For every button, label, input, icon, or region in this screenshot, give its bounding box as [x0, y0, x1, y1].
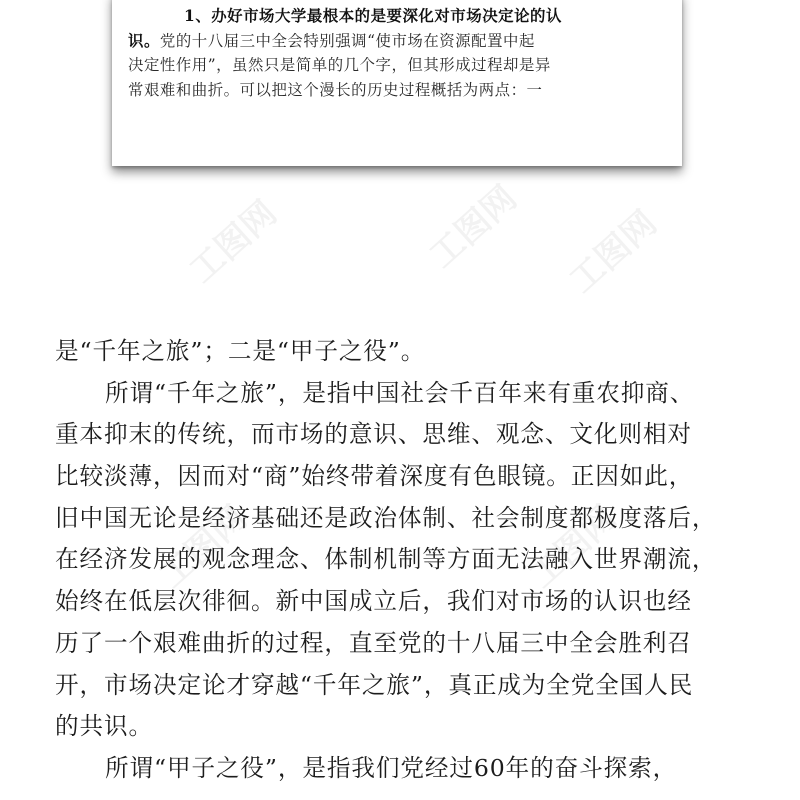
body-line: 在经济发展的观念理念、体制机制等方面无法融入世界潮流，: [55, 545, 717, 574]
card-line: [128, 4, 656, 29]
document-body: [55, 331, 755, 790]
card-line: [128, 53, 656, 78]
body-line: 历了一个艰难曲折的过程，直至党的十八届三中全会胜利召: [55, 628, 692, 657]
watermark-logo: 工图网: [562, 203, 665, 302]
card-text: 常艰难和曲折。可以把这个漫长的历史过程概括为两点：一: [128, 80, 543, 99]
card-heading-text: 1、办好市场大学最根本的是要深化对市场决定论的认: [184, 7, 562, 25]
paragraph-start-line: 所谓“千年之旅”，是指中国社会千百年来有重农抑商、: [105, 378, 695, 407]
card-paragraph: [128, 4, 656, 102]
body-line: 是“千年之旅”；二是“甲子之役”。: [55, 337, 426, 365]
page-preview-card: [112, 0, 682, 166]
card-text: 决定性作用”，虽然只是简单的几个字，但其形成过程却是异: [128, 56, 551, 75]
watermark-logo: 工图网: [522, 498, 625, 597]
body-line: 的共识。: [55, 712, 153, 741]
card-heading-text: 识。: [128, 31, 160, 50]
body-line: 重本抑末的传统，而市场的意识、思维、观念、文化则相对: [55, 420, 692, 449]
watermark-logo: 工图网: [422, 178, 525, 277]
body-line: 旧中国无论是经济基础还是政治体制、社会制度都极度落后，: [55, 503, 717, 532]
body-line: 始终在低层次徘徊。新中国成立后，我们对市场的认识也经: [55, 587, 692, 616]
watermark-logo: 工图网: [182, 193, 285, 292]
card-text: 党的十八届三中全会特别强调“使市场在资源配置中起: [159, 31, 535, 50]
card-line: [128, 29, 656, 54]
paragraph-start-line: 所谓“甲子之役”，是指我们党经过60年的奋斗探索，: [105, 753, 678, 782]
card-line: [128, 78, 656, 103]
watermark-logo: 工图网: [152, 498, 255, 597]
body-line: 开，市场决定论才穿越“千年之旅”，真正成为全党全国人民: [55, 670, 694, 699]
body-line: 比较淡薄，因而对“商”始终带着深度有色眼镜。正因如此，: [55, 462, 694, 491]
